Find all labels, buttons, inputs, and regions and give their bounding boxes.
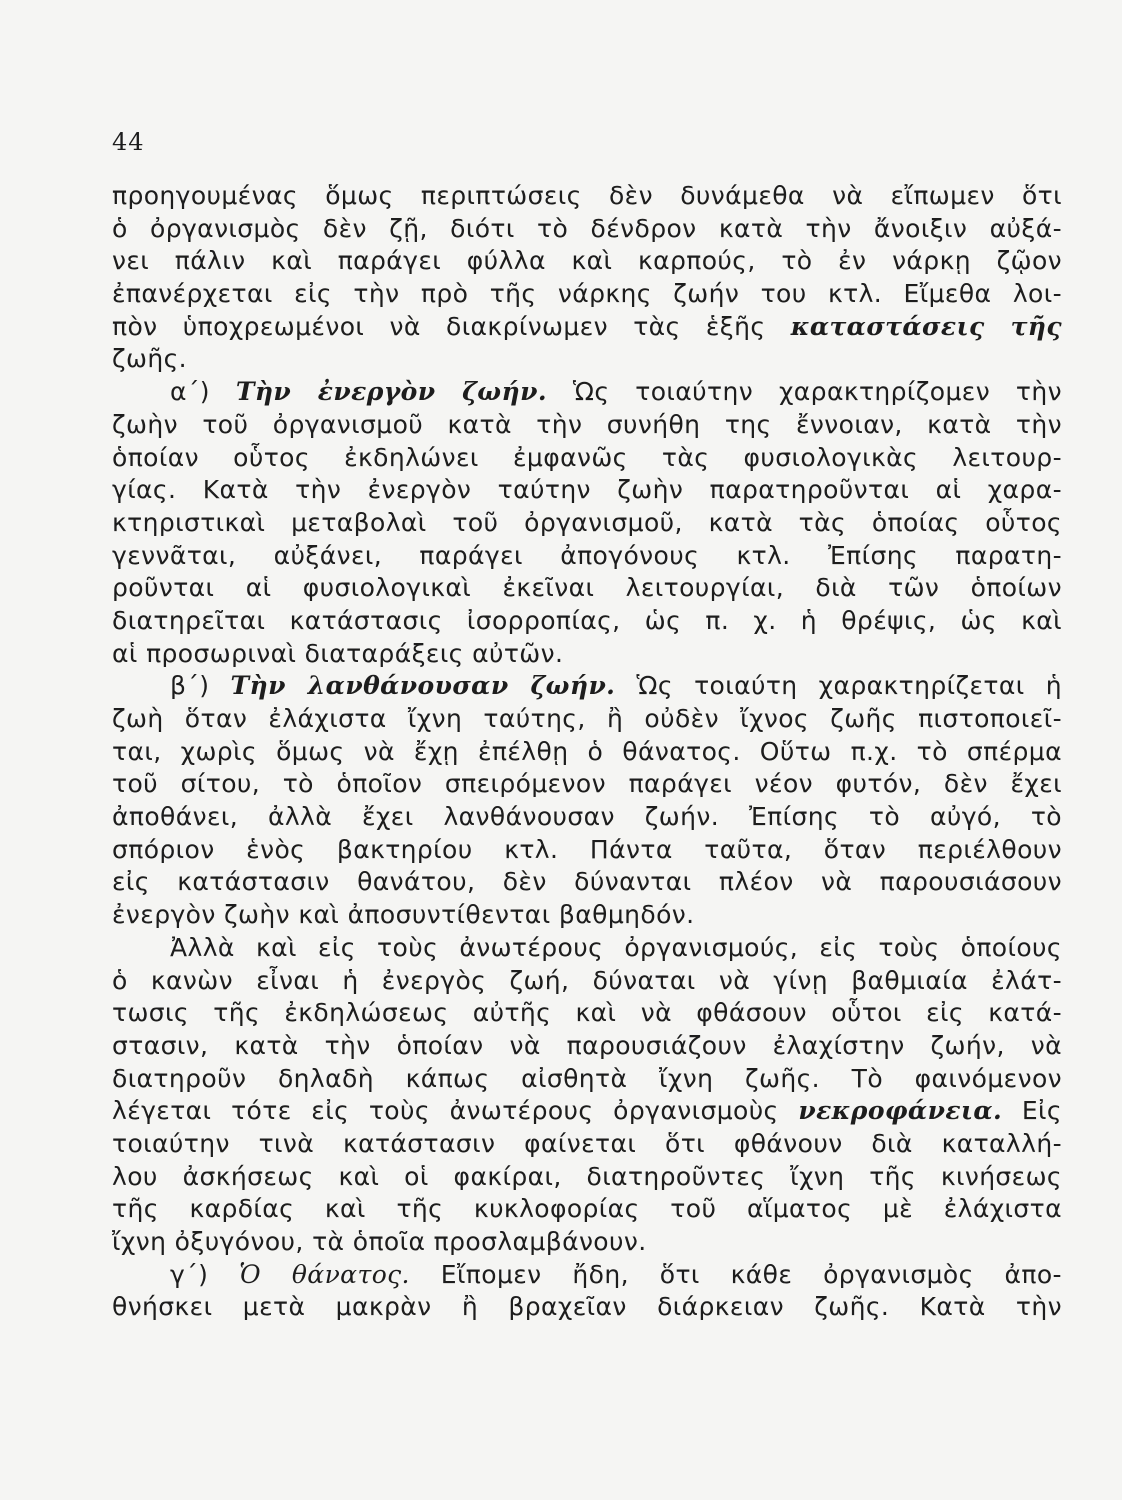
text-line: γίας. Κατὰ τὴν ἐνεργὸν ταύτην ζωὴν παρατηροῦνται αἱ χαρα- [112,475,1062,505]
text-line: νει πάλιν καὶ παράγει φύλλα καὶ καρπούς, τὸ ἐν νάρκῃ ζῷον [112,246,1062,276]
text-line: ὁ κανὼν εἶναι ἡ ἐνεργὸς ζωή, δύναται νὰ γίνῃ βαθμιαία ἐλάτ- [112,965,1062,995]
text-line: τῆς καρδίας καὶ τῆς κυκλοφορίας τοῦ αἵματος μὲ ἐλάχιστα [112,1194,1062,1224]
page-number: 44 [112,128,145,156]
text-line: τοιαύτην τινὰ κατάστασιν φαίνεται ὅτι φθάνουν διὰ καταλλή- [112,1128,1062,1158]
text-line: ἀποθάνει, ἀλλὰ ἔχει λανθάνουσαν ζωήν. Ἐπίσης τὸ αὐγό, τὸ [112,802,1062,832]
text-line: λέγεται τότε εἰς τοὺς ἀνωτέρους ὀργανισμοὺς νεκροφάνεια. Εἰς [112,1096,1062,1126]
text-line: ροῦνται αἱ φυσιολογικαὶ ἐκεῖναι λειτουργίαι, διὰ τῶν ὁποίων [112,573,1062,603]
emphasis-term: καταστάσεις τῆς [790,311,1062,341]
body-text [112,180,1062,1324]
section-heading-line: γ΄) Ὁ θάνατος. Εἴπομεν ἤδη, ὅτι κάθε ὀργανισμὸς ἀπο- [170,1259,1062,1289]
text-line: εἰς κατάστασιν θανάτου, δὲν δύνανται πλέον νὰ παρουσιάσουν [112,867,1062,897]
text-line: τωσις τῆς ἐκδηλώσεως αὐτῆς καὶ νὰ φθάσουν οὗτοι εἰς κατά- [112,998,1062,1028]
text-line: διατηροῦν δηλαδὴ κάπως αἰσθητὰ ἴχνη ζωῆς. Τὸ φαινόμενον [112,1063,1062,1093]
emphasis-term: νεκροφάνεια. [798,1096,1003,1126]
text-line: στασιν, κατὰ τὴν ὁποίαν νὰ παρουσιάζουν ἐλαχίστην ζωήν, νὰ [112,1030,1062,1060]
text-line: λου ἀσκήσεως καὶ οἱ φακίραι, διατηροῦντες ἴχνη τῆς κινήσεως [112,1161,1062,1191]
text-line: ἴχνη ὀξυγόνου, τὰ ὁποῖα προσλαμβάνουν. [112,1227,647,1256]
text-line: τοῦ σίτου, τὸ ὁποῖον σπειρόμενον παράγει νέον φυτόν, δὲν ἔχει [112,769,1062,799]
text-line: ἐπανέρχεται εἰς τὴν πρὸ τῆς νάρκης ζωήν του κτλ. Εἴμεθα λοι- [112,279,1062,309]
paragraph-start-line: Ἀλλὰ καὶ εἰς τοὺς ἀνωτέρους ὀργανισμούς, εἰς τοὺς ὁποίους [170,932,1062,962]
text-line: ται, χωρὶς ὅμως νὰ ἔχῃ ἐπέλθῃ ὁ θάνατος. Οὕτω π.χ. τὸ σπέρμα [112,736,1062,766]
text-line: θνήσκει μετὰ μακρὰν ἢ βραχεῖαν διάρκειαν ζωῆς. Κατὰ τὴν [112,1292,1062,1322]
text-line: γεννᾶται, αὐξάνει, παράγει ἀπογόνους κτλ. Ἐπίσης παρατη- [112,540,1062,570]
text-line: διατηρεῖται κατάστασις ἰσορροπίας, ὡς π. χ. ἡ θρέψις, ὡς καὶ [112,605,1062,635]
text-line: σπόριον ἑνὸς βακτηρίου κτλ. Πάντα ταῦτα, ὅταν περιέλθουν [112,834,1062,864]
text-line: κτηριστικαὶ μεταβολαὶ τοῦ ὀργανισμοῦ, κατὰ τὰς ὁποίας οὗτος [112,507,1062,537]
text-line: πὸν ὑποχρεωμένοι νὰ διακρίνωμεν τὰς ἑξῆς καταστάσεις τῆς [112,311,1062,341]
text-line: ὁποίαν οὗτος ἐκδηλώνει ἐμφανῶς τὰς φυσιολογικὰς λειτουρ- [112,442,1062,472]
section-title-latent-life: Τὴν λανθάνουσαν ζωήν. [230,671,616,701]
section-heading-line: β΄) Τὴν λανθάνουσαν ζωήν. Ὡς τοιαύτη χαρακτηρίζεται ἡ [170,671,1062,701]
text-line: ζωὴ ὅταν ἐλάχιστα ἴχνη ταύτης, ἢ οὐδὲν ἴχνος ζωῆς πιστοποιεῖ- [112,704,1062,733]
text-line: προηγουμένας ὅμως περιπτώσεις δὲν δυνάμεθα νὰ εἴπωμεν ὅτι [112,181,1062,210]
text-line: ὁ ὀργανισμὸς δὲν ζῇ, διότι τὸ δένδρον κατὰ τὴν ἄνοιξιν αὐξά- [112,213,1062,243]
text-line: ἐνεργὸν ζωὴν καὶ ἀποσυντίθενται βαθμηδόν. [112,900,695,930]
section-heading-line: α΄) Τὴν ἐνεργὸν ζωήν. Ὡς τοιαύτην χαρακτηρίζομεν τὴν [170,377,1062,407]
text-line: αἱ προσωριναὶ διαταράξεις αὐτῶν. [112,638,564,668]
section-title-active-life: Τὴν ἐνεργὸν ζωήν. [235,377,547,407]
text-line: ζωῆς. [112,344,187,374]
text-line: ζωὴν τοῦ ὀργανισμοῦ κατὰ τὴν συνήθη της ἔννοιαν, κατὰ τὴν [112,409,1062,439]
section-title-death: Ὁ θάνατος. [239,1259,410,1289]
